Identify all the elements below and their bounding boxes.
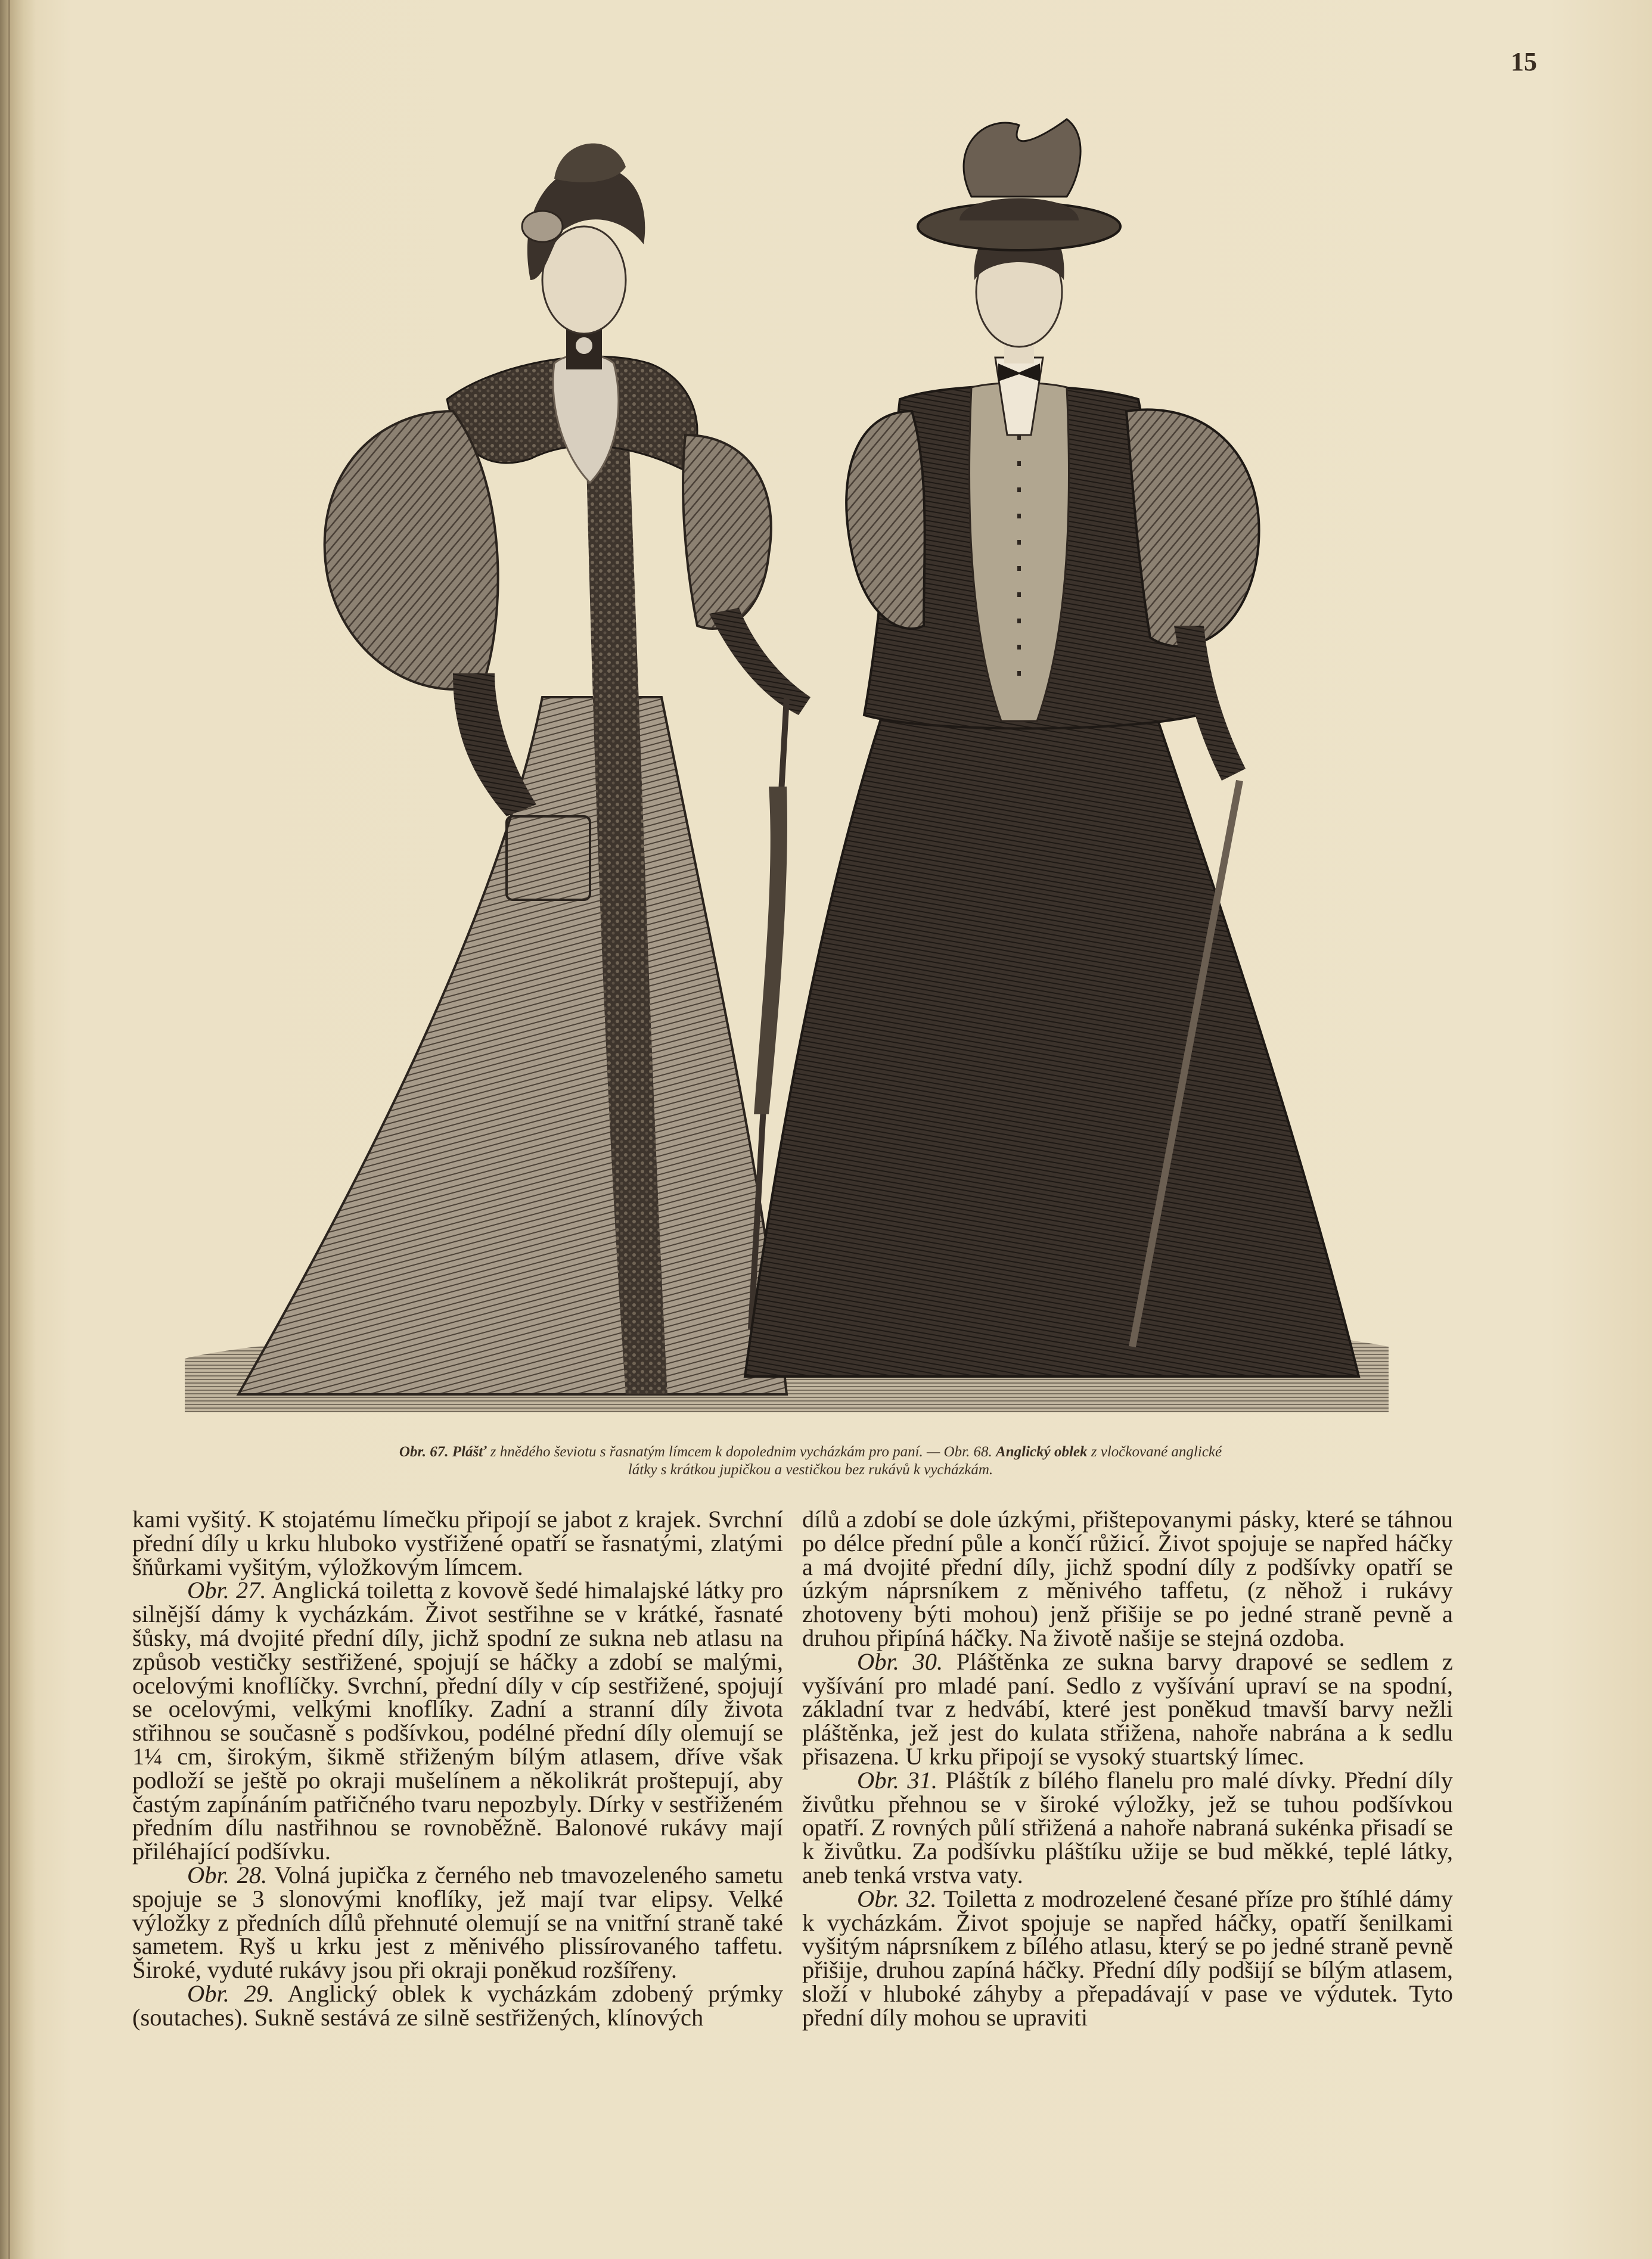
figure-ref: Obr. 28.	[187, 1861, 268, 1888]
caption-figure-68: Obr. 68.	[943, 1444, 992, 1460]
paragraph-text: dílů a zdobí se dole úzkými, přištepovanymi pásky, které se táhnou po délce přední půle a končí růžicí. Život spojuje se napřed háčky a má dvojité přední díly, jichž spodní díly z podšívky opatří se úzkým náprsníkem z měnivého taffetu, (z něhož i rukávy zhotoveny býti mohou) jenž přišije se po jedné straně pevně a druhou připíná háčky. Na životě našije se stejná ozdoba.	[802, 1506, 1453, 1651]
figure-ref: Obr. 32.	[857, 1885, 937, 1912]
right-sleeve-left	[846, 411, 924, 629]
paragraph	[132, 1863, 783, 1982]
figure-ref: Obr. 29.	[187, 1980, 275, 2007]
left-brooch	[575, 336, 594, 355]
right-hat-feathers	[964, 119, 1080, 197]
text-column-right	[802, 1508, 1453, 2030]
paragraph-text: Toiletta z modrozelené česané příze pro štíhlé dámy k vycházkám. Život spojuje se napřed háčky, opatří šenilkami vyšitým náprsníkem z bílého atlasu, který se po jedné straně pevně přišije, druhou zapíná háčky. Přední díly podšijí se bílým atlasem, složí v hluboké záhyby a přepadávají v pase ve výdutek. Tyto přední díly mohou se upraviti	[802, 1885, 1453, 2031]
left-parasol-body	[754, 787, 787, 1114]
page-fold-shadow	[0, 0, 36, 2259]
paragraph-text: Anglická toiletta z kovově šedé himalajské látky pro silnější dámy k vycházkám. Život sestřihne se v krátké, řasnaté šůsky, má dvojité přední díly, jichž spodní ze sukna neb atlasu na způsob vestičky sestřižené, spojují se háčky a zdobí se malými, ocelovými knoflíčky. Svrchní, přední díly v cíp sestřižené, spojují se ocelovými, velkými knoflíky. Zadní a stranní díly života střihnou se současně s podšívkou, podélné přední díly olemují se 1¼ cm, širokým, šikmě střiženým bílým atlasem, dříve však podloží se ještě po okraji mušelínem a několikrát proštepují, aby častým zapínáním patřičného tvaru nepozbyly. Dírky v sestřiženém předním dílu nastřihnou se rovnoběžně. Balonové rukávy mají přiléhající podšívku.	[132, 1577, 783, 1865]
paragraph	[132, 1982, 783, 2030]
illustration-caption	[238, 1443, 1383, 1479]
paragraph	[802, 1650, 1453, 1769]
fashion-plate-illustration	[173, 101, 1401, 1430]
right-sleeve-right	[1126, 409, 1259, 646]
right-skirt	[745, 697, 1359, 1376]
caption-line-1	[238, 1443, 1383, 1461]
left-sleeve-right	[683, 435, 771, 629]
page-number: 15	[1511, 47, 1537, 76]
left-hair-ornament	[522, 211, 563, 242]
caption-figure-67: Obr. 67.	[399, 1444, 449, 1460]
paragraph	[802, 1766, 1453, 1888]
paragraph	[132, 1508, 783, 1578]
paragraph-text: Pláštěnka ze sukna barvy drapové se sedlem z vyšívání pro mladé paní. Sedlo z vyšívání upraví se na spodní, základní tvar z hedvábí, které jest poněkud tmavší barvy nežli pláštěnka, jež jest do kulata střižena, nahoře nabrána a k sedlu přisazena. U krku připojí se vysoký stuartský límec.	[802, 1648, 1453, 1770]
caption-line-2: látky s krátkou jupičkou a vestičkou bez rukávů k vycházkám.	[628, 1462, 993, 1478]
caption-text-68: z vločkované anglické	[1091, 1444, 1222, 1460]
right-hat-crown	[959, 198, 1079, 221]
fashion-plate-svg	[173, 101, 1401, 1430]
caption-title-68: Anglický oblek	[996, 1444, 1088, 1460]
paragraph-text: Anglický oblek k vycházkám zdobený prýmky (soutaches). Sukně sestává ze silně sestřižených, klínových	[132, 1980, 783, 2031]
paragraph-text: Pláštík z bílého flanelu pro malé dívky. Přední díly živůtku přehnou se v široké výložky, jež se tuhou podšívkou opatří. Z rovných půlí střižená a nahoře nabraná sukénka přisadí se k živůtku. Za podšívku pláštíku užije se bud měkké, teplé látky, aneb tenká vrstva vaty.	[802, 1766, 1453, 1888]
binding-line	[8, 0, 10, 2259]
right-lady-figure	[745, 119, 1359, 1376]
left-forearm	[453, 673, 536, 816]
left-lady-figure	[238, 144, 811, 1394]
paragraph	[802, 1508, 1453, 1650]
text-column-left	[132, 1508, 783, 2030]
figure-ref: Obr. 31.	[857, 1766, 938, 1794]
left-sleeve-left	[325, 411, 498, 689]
caption-text-67: z hnědého ševiotu s řasnatým límcem k dopolednim vycházkám pro paní. —	[490, 1444, 940, 1460]
paragraph-text: Volná jupička z černého neb tmavozeleného sametu spojuje se 3 slonovými knoflíky, jež mají tvar elipsy. Velké výložky z předních dílů přehnuté olemují se na vnitřní straně také sametem. Ryš u krku jest z měnivého plissírovaného taffetu. Široké, vyduté rukávy jsou při okraji poněkud rozšířeny.	[132, 1861, 783, 1984]
left-forearm-right	[709, 608, 811, 715]
paragraph	[132, 1578, 783, 1863]
paragraph	[802, 1887, 1453, 2030]
caption-title-67: Plášť	[452, 1444, 487, 1460]
figure-ref: Obr. 30.	[857, 1648, 943, 1675]
figure-ref: Obr. 27.	[187, 1577, 266, 1604]
paragraph-text: kami vyšitý. K stojatému límečku připojí se jabot z krajek. Svrchní přední díly u krku hluboko vystřižené opatří se řasnatými, zlatými šňůrkami vyšitým, výložkovým límcem.	[132, 1506, 783, 1580]
